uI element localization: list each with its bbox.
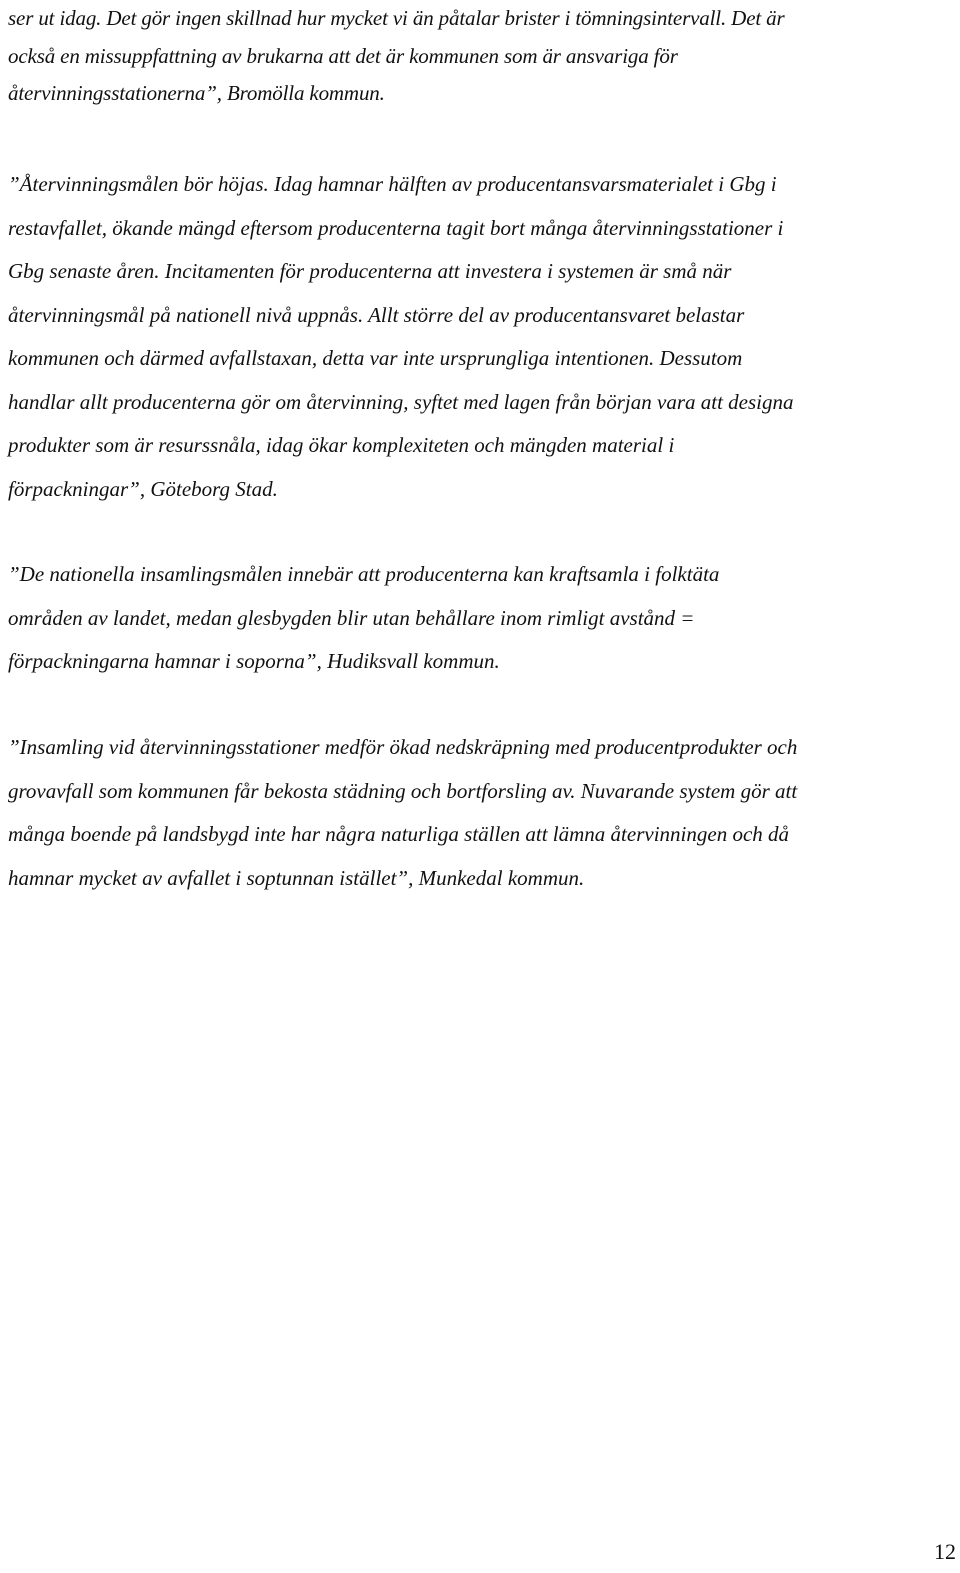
paragraph-munkedal-quote: [8, 726, 954, 900]
paragraph-goteborg-quote: [8, 163, 954, 511]
text-line: handlar allt producenterna gör om återvinning, syftet med lagen från början vara att designa: [8, 389, 794, 414]
text-line: många boende på landsbygd inte har några naturliga ställen att lämna återvinningen och då: [8, 822, 790, 846]
text-line: grovavfall som kommunen får bekosta städning och bortforsling av. Nuvarande system gör att: [8, 778, 798, 803]
text-line: också en missuppfattning av brukarna att det är kommunen som är ansvariga för: [8, 43, 678, 68]
text-line: ser ut idag. Det gör ingen skillnad hur mycket vi än påtalar brister i tömningsintervall. Det är: [8, 6, 785, 30]
text-line: produkter som är resurssnåla, idag ökar komplexiteten och mängden material i: [8, 433, 675, 457]
text-line: områden av landet, medan glesbygden blir utan behållare inom rimligt avstånd =: [8, 605, 695, 630]
text-line: hamnar mycket av avfallet i soptunnan istället”, Munkedal kommun.: [8, 865, 585, 890]
text-line: ”Återvinningsmålen bör höjas. Idag hamnar hälften av producentansvarsmaterialet i Gbg i: [8, 172, 777, 196]
paragraph-hudiksvall-quote: [8, 553, 954, 684]
text-line: återvinningsmål på nationell nivå uppnås. Allt större del av producentansvaret belastar: [8, 302, 745, 327]
page-number: 12: [934, 1539, 956, 1564]
paragraph-bromolla-quote: [8, 0, 954, 113]
text-line: ”Insamling vid återvinningsstationer medför ökad nedskräpning med producentprodukter och: [8, 735, 798, 759]
text-line: förpackningarna hamnar i soporna”, Hudiksvall kommun.: [8, 649, 500, 673]
text-line: Gbg senaste åren. Incitamenten för producenterna att investera i systemen är små när: [8, 259, 732, 283]
text-line: ”De nationella insamlingsmålen innebär att producenterna kan kraftsamla i folktäta: [8, 562, 720, 586]
text-line: återvinningsstationerna”, Bromölla kommun.: [8, 81, 385, 105]
text-line: kommunen och därmed avfallstaxan, detta var inte ursprungliga intentionen. Dessutom: [8, 346, 743, 370]
text-line: restavfallet, ökande mängd eftersom producenterna tagit bort många återvinningsstationer i: [8, 215, 784, 240]
text-line: förpackningar”, Göteborg Stad.: [8, 476, 278, 501]
